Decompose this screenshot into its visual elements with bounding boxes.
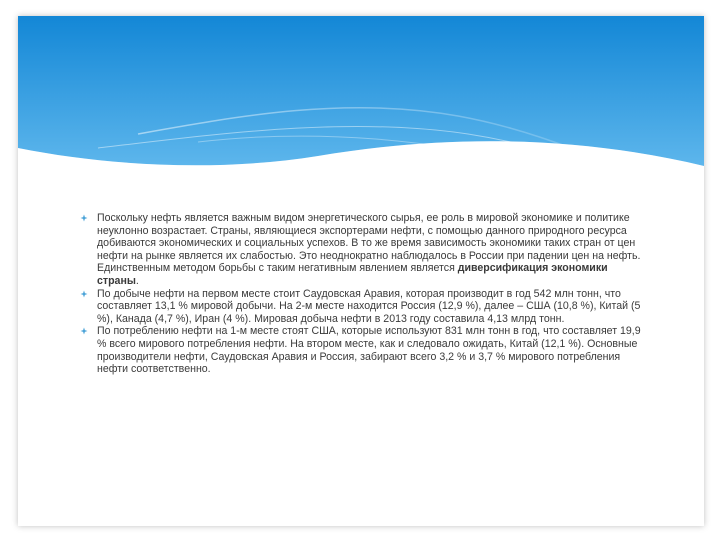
bullet-star-icon	[80, 214, 88, 222]
bullet-item-1	[80, 212, 650, 288]
bullet-tail: .	[135, 274, 139, 287]
bullet-star-icon	[80, 327, 88, 335]
bullet-item-2	[80, 288, 650, 326]
bullet-text: По добыче нефти на первом месте стоит Саудовская Аравия, которая производит в год 542 млн тонн, что составляет 13,1 % мировой добычи. На 2-м месте находится Россия (12,9 %), далее – США (10,8 %), Китай (5 %), Канада (4,7 %), Иран (4 %). Мировая добыча нефти в 2013 году составила 4,13 млрд тонн.	[97, 287, 641, 325]
slide	[18, 16, 704, 526]
bullet-text: По потреблению нефти на 1-м месте стоят США, которые используют 831 млн тонн в год, что составляет 19,9 % всего мирового потребления нефти. На втором месте, как и следовало ожидать, Китай (12,1 %). Основные производители нефти, Саудовская Аравия и Россия, забирают всего 3,2 % и 3,7 % мирового потребления нефти соответственно.	[97, 325, 641, 376]
header-wave-banner	[18, 16, 704, 206]
bullet-star-icon	[80, 290, 88, 298]
bullet-item-3	[80, 325, 650, 375]
bullet-text: Поскольку нефть является важным видом энергетического сырья, ее роль в мировой экономике и политике неуклонно возрастает. Страны, являющиеся экспортерами нефти, с помощью данного природного ресурса добиваются экономических и социальных успехов. В то же время зависимость экономики таких стран от цен нефти на рынке является их слабостью. Это неоднократно наблюдалось в России при падении цен на нефть. Единственным методом борьбы с таким негативным явлением является	[97, 212, 641, 275]
bullet-bold-text: диверсификация экономики страны	[97, 262, 608, 287]
bullet-list	[80, 212, 650, 376]
